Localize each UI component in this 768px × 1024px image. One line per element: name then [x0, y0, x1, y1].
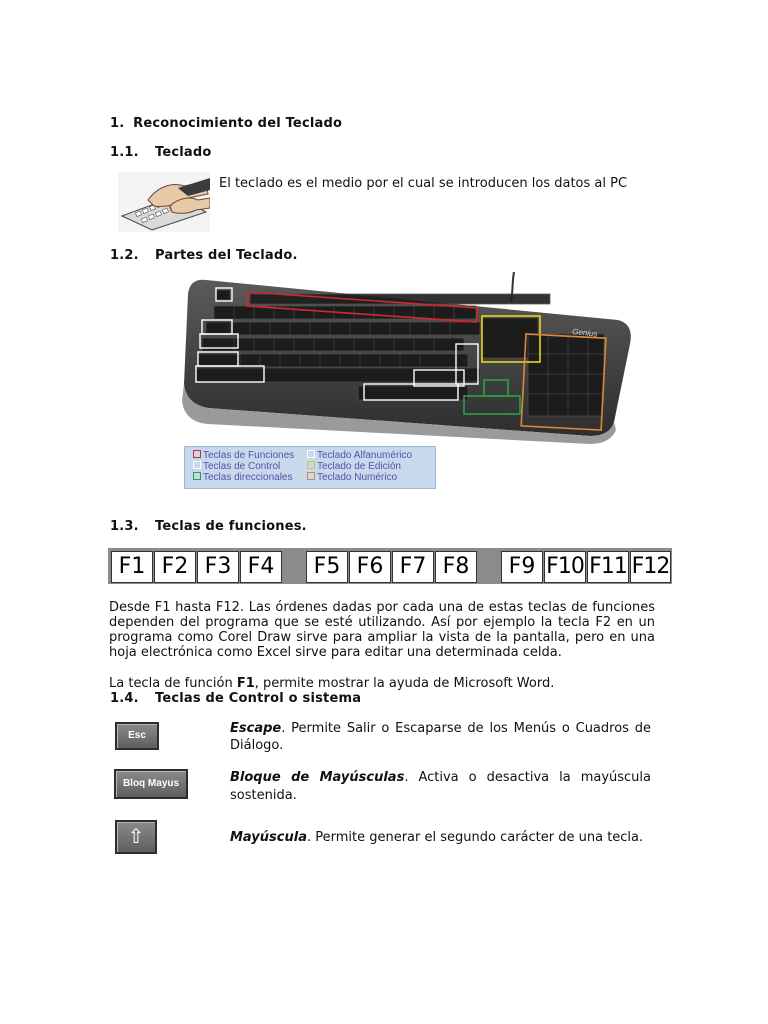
- function-key: F3: [197, 551, 239, 583]
- legend-swatch: [307, 461, 315, 469]
- legend-swatch: [307, 472, 315, 480]
- f1-paragraph-bold: F1: [236, 676, 255, 691]
- function-keys-paragraph: Desde F1 hasta F12. Las órdenes dadas por cada una de estas teclas de funciones dependen del programa que se esté utilizando. Así por ejemplo la tecla F2 en un programa como Corel Draw sirve para ampliar la vista de la pantalla, pero en una hoja electrónica como Excel sirve para editar una determinada celda.: [109, 600, 655, 660]
- heading-1-4-number: 1.4.: [110, 691, 139, 706]
- escape-name: Escape: [230, 721, 282, 736]
- function-key: F1: [111, 551, 153, 583]
- function-key: F4: [240, 551, 282, 583]
- heading-1-title: Reconocimiento del Teclado: [133, 116, 343, 131]
- typing-hands-image: [118, 172, 210, 232]
- function-key: F8: [435, 551, 477, 583]
- heading-1-2: [110, 248, 298, 263]
- heading-1-3: [110, 519, 307, 534]
- heading-1-2-number: 1.2.: [110, 248, 139, 263]
- bloq-mayus-name: Bloque de Mayúsculas: [230, 770, 405, 785]
- heading-1-2-title: Partes del Teclado.: [155, 248, 298, 263]
- heading-1-1: [110, 145, 212, 160]
- legend-item-control: [193, 461, 280, 472]
- bloq-mayus-key-image: Bloq Mayus: [114, 769, 188, 799]
- heading-1-3-title: Teclas de funciones.: [155, 519, 307, 534]
- function-key: F10: [544, 551, 586, 583]
- f1-paragraph: [109, 676, 669, 691]
- esc-key-image: Esc: [115, 722, 159, 750]
- f1-paragraph-text: , permite mostrar la ayuda de Microsoft Word.: [254, 676, 555, 691]
- legend-item-funciones: [193, 450, 294, 461]
- keyboard-brand-label: Genius: [571, 327, 598, 339]
- legend-swatch: [193, 461, 201, 469]
- legend-label: Teclado de Edición: [317, 461, 401, 472]
- legend-label: Teclas de Control: [203, 461, 281, 472]
- bloq-mayus-description: [230, 769, 651, 805]
- legend-swatch: [307, 450, 315, 458]
- escape-text: . Permite Salir o Escaparse de los Menús o Cuadros de Diálogo.: [230, 721, 651, 753]
- legend-item-direccionales: [193, 472, 293, 483]
- function-key: F11: [587, 551, 629, 583]
- teclado-description: El teclado es el medio por el cual se introducen los datos al PC: [219, 176, 628, 191]
- legend-item-numerico: [307, 472, 397, 483]
- heading-1-3-number: 1.3.: [110, 519, 139, 534]
- legend-item-edicion: [307, 461, 401, 472]
- legend-swatch: [193, 472, 201, 480]
- legend-item-alfanumerico: [307, 450, 412, 461]
- function-key: F9: [501, 551, 543, 583]
- shift-text: . Permite generar el segundo carácter de una tecla.: [306, 830, 644, 845]
- function-key: F12: [630, 551, 671, 583]
- legend-swatch: [193, 450, 201, 458]
- legend-label: Teclado Numérico: [317, 472, 398, 483]
- function-key: F2: [154, 551, 196, 583]
- function-key: F6: [349, 551, 391, 583]
- heading-1-4-title: Teclas de Control o sistema: [155, 691, 362, 706]
- function-key: F5: [306, 551, 348, 583]
- legend-label: Teclado Alfanumérico: [317, 450, 413, 461]
- escape-description: [230, 720, 651, 754]
- heading-1-number: 1.: [110, 116, 125, 131]
- heading-1: [110, 116, 342, 131]
- heading-1-4: [110, 691, 362, 706]
- keyboard-legend: [184, 446, 436, 489]
- function-keys-strip: [108, 548, 672, 584]
- shift-description: [230, 830, 660, 845]
- heading-1-1-number: 1.1.: [110, 145, 139, 160]
- bloq-mayus-text: . Activa o desactiva la mayúscula sostenida.: [230, 770, 651, 803]
- shift-arrow-icon: ⇧: [115, 820, 157, 854]
- keyboard-image: [178, 272, 638, 444]
- shift-name: Mayúscula: [230, 830, 307, 845]
- function-key: F7: [392, 551, 434, 583]
- heading-1-1-title: Teclado: [155, 145, 212, 160]
- legend-label: Teclas direccionales: [203, 472, 293, 483]
- f1-paragraph-text: La tecla de función: [109, 676, 237, 691]
- legend-label: Teclas de Funciones: [203, 450, 295, 461]
